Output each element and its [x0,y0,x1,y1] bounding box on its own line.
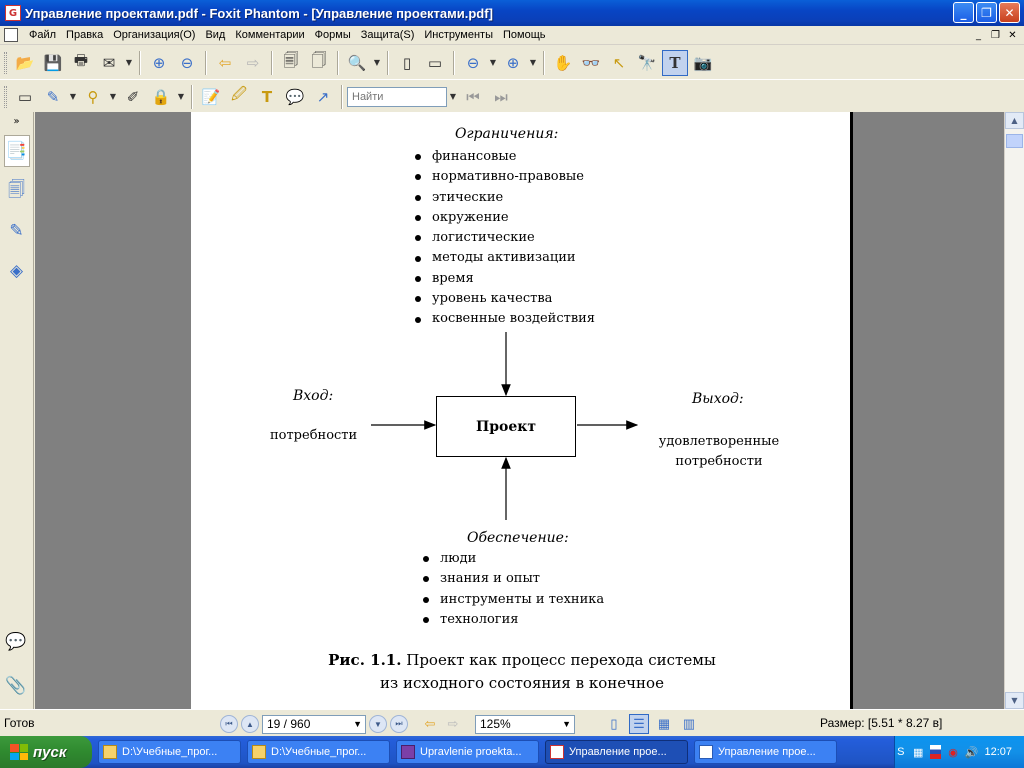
menu-help[interactable]: Помощь [502,29,546,41]
single-page-view-icon[interactable]: ▯ [610,716,618,731]
zoom-out-icon[interactable]: ⊖ [466,53,480,72]
toolbar-separator [337,51,339,75]
close-button[interactable]: ✕ [999,2,1020,23]
menu-forms[interactable]: Формы [314,29,351,41]
facing-view-icon[interactable]: ▦ [657,716,671,731]
prev-page-icon[interactable]: ▲ [241,715,259,733]
pages-icon[interactable]: 🗐 [8,179,25,200]
skype-icon[interactable]: S [897,746,905,758]
toolbar-separator [341,85,343,109]
doc-minimize-icon[interactable]: _ [976,29,981,41]
toolbar-separator [205,51,207,75]
input-title: Вход: [293,388,334,404]
select-arrow-icon[interactable]: ↖ [612,53,626,72]
menu-protect[interactable]: Защита(S) [360,29,415,41]
vertical-scrollbar[interactable] [1004,112,1024,709]
select-text-icon[interactable]: T [662,50,688,76]
task-label: Upravlenie proekta... [420,746,522,758]
arrow-annotation-icon[interactable]: ↗ [316,87,330,106]
continuous-facing-view-icon[interactable]: ▥ [682,716,696,731]
insert-page-icon[interactable]: 🗐 [283,51,299,69]
project-box: Проект [436,396,576,457]
comment-bubble-icon[interactable]: 💬 [285,87,305,106]
last-page-icon[interactable]: ⏭ [390,715,408,733]
menu-view[interactable]: Вид [205,29,226,41]
list-item: косвенные воздействия [415,309,595,329]
continuous-view-icon[interactable]: ☰ [629,714,649,734]
taskbar-item[interactable] [396,740,539,764]
glasses-icon[interactable]: 👓 [581,53,601,72]
folder-icon [252,745,266,759]
windows-logo-icon [10,744,28,760]
toolbar-grip[interactable] [4,86,7,108]
toolbar-grip[interactable] [4,52,7,74]
page-size-text: Размер: [5.51 * 8.27 в] [820,716,943,730]
snapshot-camera-icon[interactable]: 📷 [693,53,713,72]
window-title: Управление проектами.pdf - Foxit Phantom - [Управление проектами.pdf] [25,5,493,21]
toolbar-separator [191,85,193,109]
support-title: Обеспечение: [467,530,569,546]
constraints-title: Ограничения: [455,126,559,142]
zoom-field[interactable] [475,715,575,734]
output-text [647,432,791,472]
winrar-icon [401,745,415,759]
stamp-icon[interactable]: ⚲ [87,87,99,106]
scroll-down-icon[interactable]: ▼ [1005,692,1024,709]
menu-organize[interactable]: Организация(O) [113,29,196,41]
text-box-icon[interactable]: T [261,87,273,106]
list-item: инструменты и техника [423,590,604,610]
status-bar [0,709,1024,736]
pen-dropdown-icon[interactable]: ▼ [69,92,77,101]
system-tray [894,736,1024,768]
clock[interactable]: 12:07 [984,746,1012,758]
first-page-icon[interactable]: ⏮ [220,715,238,733]
attachments-icon[interactable]: 📎 [5,676,27,696]
volume-icon[interactable]: 🔊 [964,746,979,759]
status-ready: Готов [4,716,35,730]
task-label: D:\Учебные_прог... [271,746,367,758]
lock-icon[interactable]: 🔒 [151,87,171,106]
status-forward-icon[interactable]: ⇨ [447,716,459,731]
find-next-icon[interactable]: ⏭ [494,87,508,106]
caption-line-2: из исходного состояния в конечное [380,674,664,692]
comments-panel-icon[interactable]: 💬 [5,632,27,652]
language-flag-icon[interactable] [930,745,941,759]
back-arrow-icon[interactable]: ⇦ [218,53,232,72]
taskbar-item[interactable] [247,740,390,764]
task-label: Управление прое... [569,746,667,758]
toolbar-separator [139,51,141,75]
toolbar-separator [453,51,455,75]
page-dropdown-icon[interactable]: ▼ [353,719,362,729]
binoculars-icon[interactable]: 🔭 [637,53,657,72]
annotations-icon[interactable]: ✎ [9,221,24,241]
find-input[interactable] [347,87,447,107]
toolbar-separator [387,51,389,75]
caption-text-1: Проект как процесс перехода системы [406,651,716,669]
page-down-icon[interactable]: ⊖ [180,53,194,72]
caption-line-1 [191,649,853,672]
save-icon[interactable]: 💾 [43,53,63,72]
antivirus-icon[interactable]: ◉ [948,746,958,759]
doc-restore-icon[interactable]: ❐ [991,29,1000,41]
document-icon[interactable] [4,28,18,42]
zoom-select-dropdown-icon[interactable]: ▼ [562,719,571,729]
start-label: пуск [33,743,67,761]
document-viewer[interactable] [35,112,1004,709]
taskbar [0,736,1024,768]
page-number-text: 19 / 960 [267,717,311,731]
email-dropdown-icon[interactable]: ▼ [125,58,133,67]
zoom-value: 125% [480,717,511,731]
minimize-button[interactable]: _ [953,2,974,23]
toolbar-separator [271,51,273,75]
secondary-toolbar [0,81,1024,112]
word-icon [699,745,713,759]
find-previous-icon[interactable]: ⏮ [466,87,480,106]
folder-icon [103,745,117,759]
toolbar-separator [543,51,545,75]
email-icon[interactable]: ✉ [102,53,116,72]
form-field-icon[interactable]: ▭ [17,87,33,106]
input-text: потребности [270,428,358,443]
pen-edit-icon[interactable]: ✎ [46,87,60,106]
expand-pane-icon[interactable]: » [13,116,20,127]
zoom-in-dropdown-icon[interactable]: ▼ [529,58,537,67]
taskbar-item[interactable] [694,740,837,764]
bookmarks-icon[interactable]: 📑 [4,135,30,167]
taskbar-item-active[interactable] [545,740,688,764]
support-list [423,549,604,630]
open-folder-icon[interactable]: 📂 [15,53,35,72]
list-item: методы активизации [415,248,595,268]
hand-tool-icon[interactable]: ✋ [553,53,573,72]
list-item: финансовые [415,147,595,167]
zoom-dropdown-icon[interactable]: ▼ [373,58,381,67]
scroll-up-icon[interactable]: ▲ [1005,112,1024,129]
restore-button[interactable]: ❐ [976,2,997,23]
page-number-field[interactable] [262,715,366,734]
scroll-thumb[interactable] [1006,134,1023,148]
list-item: логистические [415,228,595,248]
measure-icon[interactable]: ✐ [126,87,140,106]
output-text-line-2: потребности [675,454,763,469]
network-icon[interactable]: ▦ [912,746,924,759]
menu-comments[interactable]: Комментарии [235,29,305,41]
page-up-icon[interactable]: ⊕ [152,53,166,72]
output-title: Выход: [692,391,744,407]
menu-bar [0,26,1024,45]
menu-tools[interactable]: Инструменты [424,29,493,41]
title-bar [0,0,1024,26]
note-edit-icon[interactable]: 📝 [201,87,221,106]
task-label: D:\Учебные_прог... [122,746,218,758]
fit-width-icon[interactable]: ▭ [427,53,443,72]
main-toolbar [0,46,1024,80]
list-item: технология [423,610,604,630]
stamp-dropdown-icon[interactable]: ▼ [109,92,117,101]
find-dropdown-icon[interactable]: ▼ [449,92,457,101]
taskbar-item[interactable] [98,740,241,764]
list-item: уровень качества [415,289,595,309]
menu-file[interactable]: Файл [29,29,57,41]
doc-close-icon[interactable]: ✕ [1008,29,1017,41]
extract-page-icon[interactable]: 🗍 [311,51,327,69]
list-item: окружение [415,208,595,228]
menu-edit[interactable]: Правка [66,29,104,41]
foxit-app-icon[interactable]: G [5,5,21,21]
zoom-tool-icon[interactable]: 🔍 [347,53,367,72]
pdf-page [191,112,853,709]
figure-caption [191,649,853,695]
navigation-pane [0,112,34,709]
fit-page-icon[interactable]: ▯ [402,53,412,72]
task-label: Управление прое... [718,746,816,758]
caption-figure-number: Рис. 1.1. [328,651,402,669]
list-item: знания и опыт [423,569,604,589]
print-icon[interactable]: 🖶 [73,51,89,69]
foxit-icon [550,745,564,759]
layers-icon[interactable]: ◈ [9,261,24,281]
list-item: этические [415,188,595,208]
list-item: нормативно-правовые [415,167,595,187]
zoom-out-dropdown-icon[interactable]: ▼ [489,58,497,67]
next-page-icon[interactable]: ▼ [369,715,387,733]
list-item: люди [423,549,604,569]
forward-arrow-icon[interactable]: ⇨ [246,53,260,72]
status-back-icon[interactable]: ⇦ [424,716,436,731]
list-item: время [415,269,595,289]
lock-dropdown-icon[interactable]: ▼ [177,92,185,101]
start-button[interactable] [0,736,92,768]
zoom-in-icon[interactable]: ⊕ [506,53,520,72]
output-text-line-1: удовлетворенные [658,434,780,449]
typewriter-icon[interactable]: 🖉 [231,85,247,103]
